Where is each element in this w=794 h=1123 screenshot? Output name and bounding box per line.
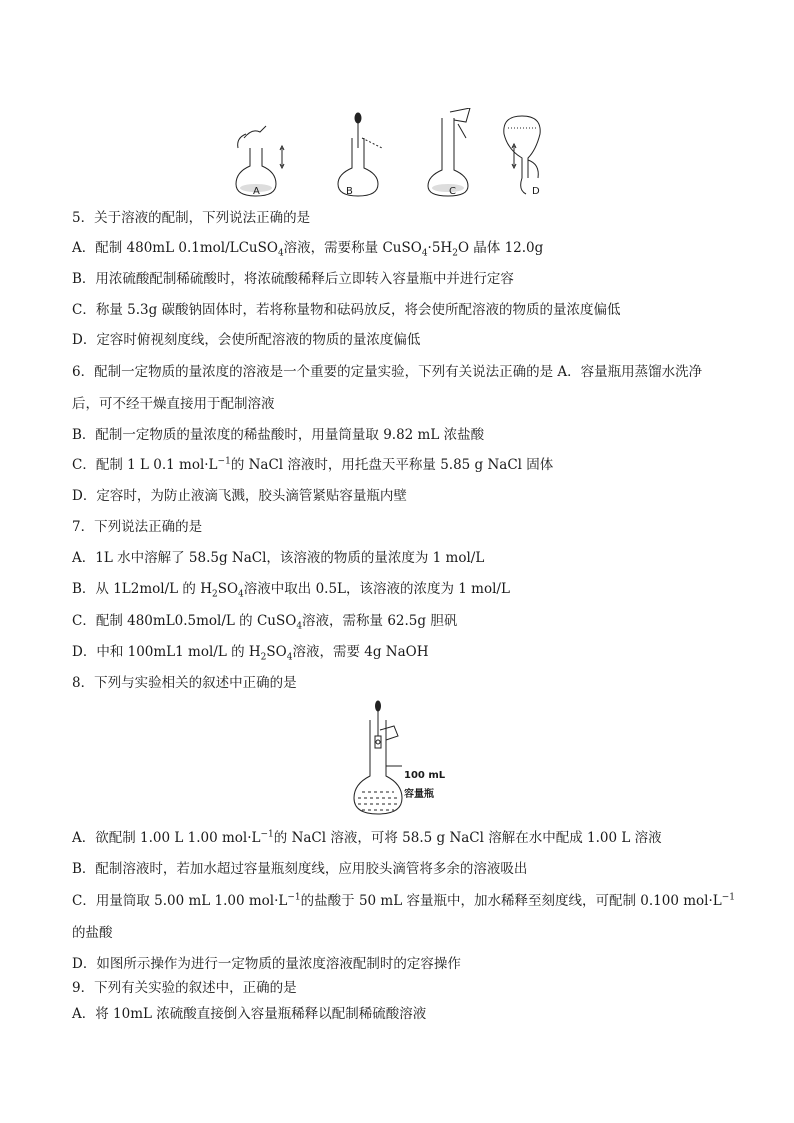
- question-7-option-a: A．1L 水中溶解了 58.5g NaCl，该溶液的物质的量浓度为 1 mol/L: [72, 550, 485, 566]
- question-8: 8．下列与实验相关的叙述中正确的是: [72, 675, 297, 691]
- question-7: 7．下列说法正确的是: [72, 519, 203, 535]
- question-7-option-c: C．配制 480mL0.5mol/L 的 CuSO$_4$溶液，需称量 62.5g 胆矾: [72, 613, 458, 632]
- question-5-option-b: B．用浓硫酸配制稀硫酸时，将浓硫酸稀释后立即转入容量瓶中并进行定容: [72, 271, 514, 287]
- figure-label-d: D: [532, 186, 540, 197]
- question-8-continuation: 的盐酸: [72, 925, 113, 941]
- question-7-option-d: D．中和 100mL1 mol/L 的 $H_2SO_4$溶液，需要 4g NaOH: [72, 644, 429, 663]
- question-8-option-d: D．如图所示操作为进行一定物质的量浓度溶液配制时的定容操作: [72, 956, 461, 972]
- flask-name-label: 容量瓶: [404, 789, 434, 800]
- flask-operations-figure: [222, 108, 562, 202]
- question-7-option-b: B．从 1L2mol/L 的 $H_2SO_4$溶液中取出 0.5L，该溶液的浓度为 1 mol/L: [72, 581, 510, 600]
- question-5-option-d: D．定容时俯视刻度线，会使所配溶液的物质的量浓度偏低: [72, 332, 421, 348]
- question-5-option-a: A．配制 480mL 0.1mol/LCuSO$_4$溶液，需要称量 $CuSO_4\cdot 5H_2O$ 晶体 12.0g: [72, 240, 544, 259]
- volumetric-flask-figure: [340, 700, 460, 820]
- question-8-option-c: C．用量筒取 5.00 mL 1.00 $mol\cdot L^{-1}$的盐酸于 50 mL 容量瓶中，加水稀释至刻度线，可配制 0.100 $mol\cdot L^{-1}$: [72, 892, 736, 909]
- question-6-option-d: D．定容时，为防止液滴飞溅，胶头滴管紧贴容量瓶内壁: [72, 488, 407, 504]
- question-6-option-c: C．配制 1 L 0.1 $mol\cdot L^{-1}$的 NaCl 溶液时，用托盘天平称量 5.85 g NaCl 固体: [72, 456, 554, 473]
- question-6-continuation: 后，可不经干燥直接用于配制溶液: [72, 396, 275, 412]
- question-9: 9．下列有关实验的叙述中，正确的是: [72, 980, 297, 996]
- question-9-option-a: A．将 10mL 浓硫酸直接倒入容量瓶稀释以配制稀硫酸溶液: [72, 1006, 427, 1022]
- question-5-option-c: C．称量 5.3g 碳酸钠固体时，若将称量物和砝码放反，将会使所配溶液的物质的量浓度偏低: [72, 302, 621, 318]
- question-8-option-a: A．欲配制 1.00 L 1.00 $mol\cdot L^{-1}$的 NaCl 溶液，可将 58.5 g NaCl 溶解在水中配成 1.00 L 溶液: [72, 829, 662, 846]
- flask-volume-label: 100 mL: [404, 770, 446, 781]
- question-8-option-b: B．配制溶液时，若加水超过容量瓶刻度线，应用胶头滴管将多余的溶液吸出: [72, 861, 528, 877]
- question-5: 5．关于溶液的配制，下列说法正确的是: [72, 210, 311, 226]
- figure-label-a: A: [253, 186, 260, 197]
- figure-label-c: C: [449, 186, 456, 197]
- question-6: 6．配制一定物质的量浓度的溶液是一个重要的定量实验，下列有关说法正确的是 A．容量瓶用蒸馏水洗净: [72, 364, 703, 380]
- figure-label-b: B: [346, 186, 353, 197]
- question-6-option-b: B．配制一定物质的量浓度的稀盐酸时，用量筒量取 9.82 mL 浓盐酸: [72, 427, 485, 443]
